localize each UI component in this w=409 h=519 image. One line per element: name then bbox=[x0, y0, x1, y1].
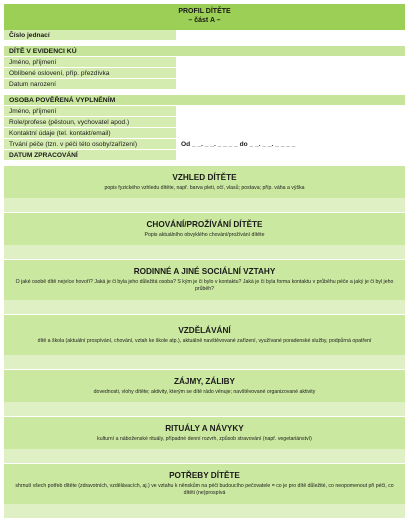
section-needs bbox=[4, 464, 405, 519]
section-education-desc: dítě a škola (aktuální prospívání, chování, vztah ke škole atp.), aktuálně navštěvované zařízení, využívané poradenské služby, podpůrná opatření bbox=[37, 337, 372, 344]
section-rituals bbox=[4, 417, 405, 464]
section-hobbies-input[interactable] bbox=[4, 402, 405, 416]
section-hobbies-header bbox=[4, 370, 405, 402]
section-needs-desc: shrnutí všech potřeb dítěte (zdravotních, vzdělávacích, aj.) ve vztahu k něnskům na péči budoucího pečovatele = co je pro dítě důležité, co neopomenout při péči, co dítěti (ne)prospívá bbox=[15, 483, 394, 496]
section-relationships-header bbox=[4, 260, 405, 300]
author-role-label: Role/profese (pěstoun, vychovatel apod.) bbox=[4, 117, 176, 127]
child-birthdate-field[interactable] bbox=[176, 79, 405, 89]
section-hobbies-desc: dovednosti, vlohy dítěte; aktivity, kterým se dítě rádo věnuje; navštěvované organizované aktivity bbox=[93, 388, 316, 395]
form-title bbox=[4, 4, 405, 30]
care-duration-row bbox=[4, 139, 405, 150]
author-name-label: Jméno, příjmení bbox=[4, 106, 176, 116]
section-hobbies-title: ZÁJMY, ZÁLIBY bbox=[174, 376, 235, 386]
author-contact-label: Kontaktní údaje (tel. kontakt/email) bbox=[4, 128, 176, 138]
section-education-input[interactable] bbox=[4, 355, 405, 369]
child-profile-form bbox=[4, 4, 405, 519]
author-contact-field[interactable] bbox=[176, 128, 405, 138]
section-behavior-input[interactable] bbox=[4, 245, 405, 259]
section-behavior-title: CHOVÁNÍ/PROŽÍVÁNÍ DÍTĚTE bbox=[146, 219, 263, 229]
section-rituals-desc: kulturní a náboženské rituály, případné denní rozvrh, způsob stravování (např. vegetariánství) bbox=[97, 435, 312, 442]
author-role-field[interactable] bbox=[176, 117, 405, 127]
form-title-main: PROFIL DÍTĚTE bbox=[178, 8, 231, 15]
processing-date-field[interactable] bbox=[176, 150, 405, 160]
care-duration-label: Trvání péče (tzn. v péči této osoby/zařízení) bbox=[4, 139, 176, 149]
section-hobbies bbox=[4, 370, 405, 417]
section-behavior-desc: Popis aktuálního obvyklého chování/prožívání dítěte bbox=[144, 231, 265, 238]
section-rituals-header bbox=[4, 417, 405, 449]
section-education-title: VZDĚLÁVÁNÍ bbox=[178, 325, 231, 335]
case-number-field[interactable] bbox=[176, 30, 405, 40]
processing-date-label: DATUM ZPRACOVÁNÍ bbox=[4, 150, 176, 160]
section-behavior bbox=[4, 213, 405, 260]
section-appearance-desc: popis fyzického vzhledu dítěte, např. barva pleti, očí, vlasů; postava; příp. váha a výška bbox=[104, 184, 305, 191]
section-behavior-header bbox=[4, 213, 405, 245]
section-appearance bbox=[4, 166, 405, 213]
child-nickname-field[interactable] bbox=[176, 68, 405, 78]
form-title-sub: – část A – bbox=[188, 17, 221, 24]
author-name-row bbox=[4, 106, 405, 117]
care-duration-field[interactable]: Od _ _. _ _. _ _ _ _ do _ _. _ _. _ _ _ _ bbox=[176, 139, 405, 149]
section-relationships-title: RODINNÉ A JINÉ SOCIÁLNÍ VZTAHY bbox=[133, 267, 276, 276]
processing-date-row bbox=[4, 150, 405, 161]
section-appearance-title: VZHLED DÍTĚTE bbox=[172, 172, 237, 182]
child-name-field[interactable] bbox=[176, 57, 405, 67]
section-needs-title: POTŘEBY DÍTĚTE bbox=[169, 471, 240, 480]
child-birthdate-label: Datum narození bbox=[4, 79, 176, 89]
author-role-row bbox=[4, 117, 405, 128]
case-number-label: Číslo jednací bbox=[4, 30, 176, 40]
section-appearance-header bbox=[4, 166, 405, 198]
section-appearance-input[interactable] bbox=[4, 198, 405, 212]
author-contact-row bbox=[4, 128, 405, 139]
section-rituals-input[interactable] bbox=[4, 449, 405, 463]
case-number-row bbox=[4, 30, 405, 41]
section-needs-header bbox=[4, 464, 405, 504]
child-section-heading: DÍTĚ V EVIDENCI KÚ bbox=[4, 46, 405, 57]
child-name-row bbox=[4, 57, 405, 68]
author-section-heading: OSOBA POVĚŘENÁ VYPLNĚNÍM bbox=[4, 95, 405, 106]
child-name-label: Jméno, příjmení bbox=[4, 57, 176, 67]
section-relationships-input[interactable] bbox=[4, 300, 405, 314]
section-relationships bbox=[4, 260, 405, 315]
child-nickname-row bbox=[4, 68, 405, 79]
child-nickname-label: Oblíbené oslovení, příp. přezdívka bbox=[4, 68, 176, 78]
section-rituals-title: RITUÁLY A NÁVYKY bbox=[165, 423, 244, 433]
section-education bbox=[4, 315, 405, 370]
section-relationships-desc: O jaké osobě dítě nejvíce hovoří? Jaká je či byla jeho důležitá osoba? S kým je či bylo v kontaktu? Jaká je či byla forma kontaktu v průběhu péče a jaký je či byl jeho průběh? bbox=[15, 279, 394, 292]
section-education-header bbox=[4, 315, 405, 355]
child-birthdate-row bbox=[4, 79, 405, 90]
author-name-field[interactable] bbox=[176, 106, 405, 116]
